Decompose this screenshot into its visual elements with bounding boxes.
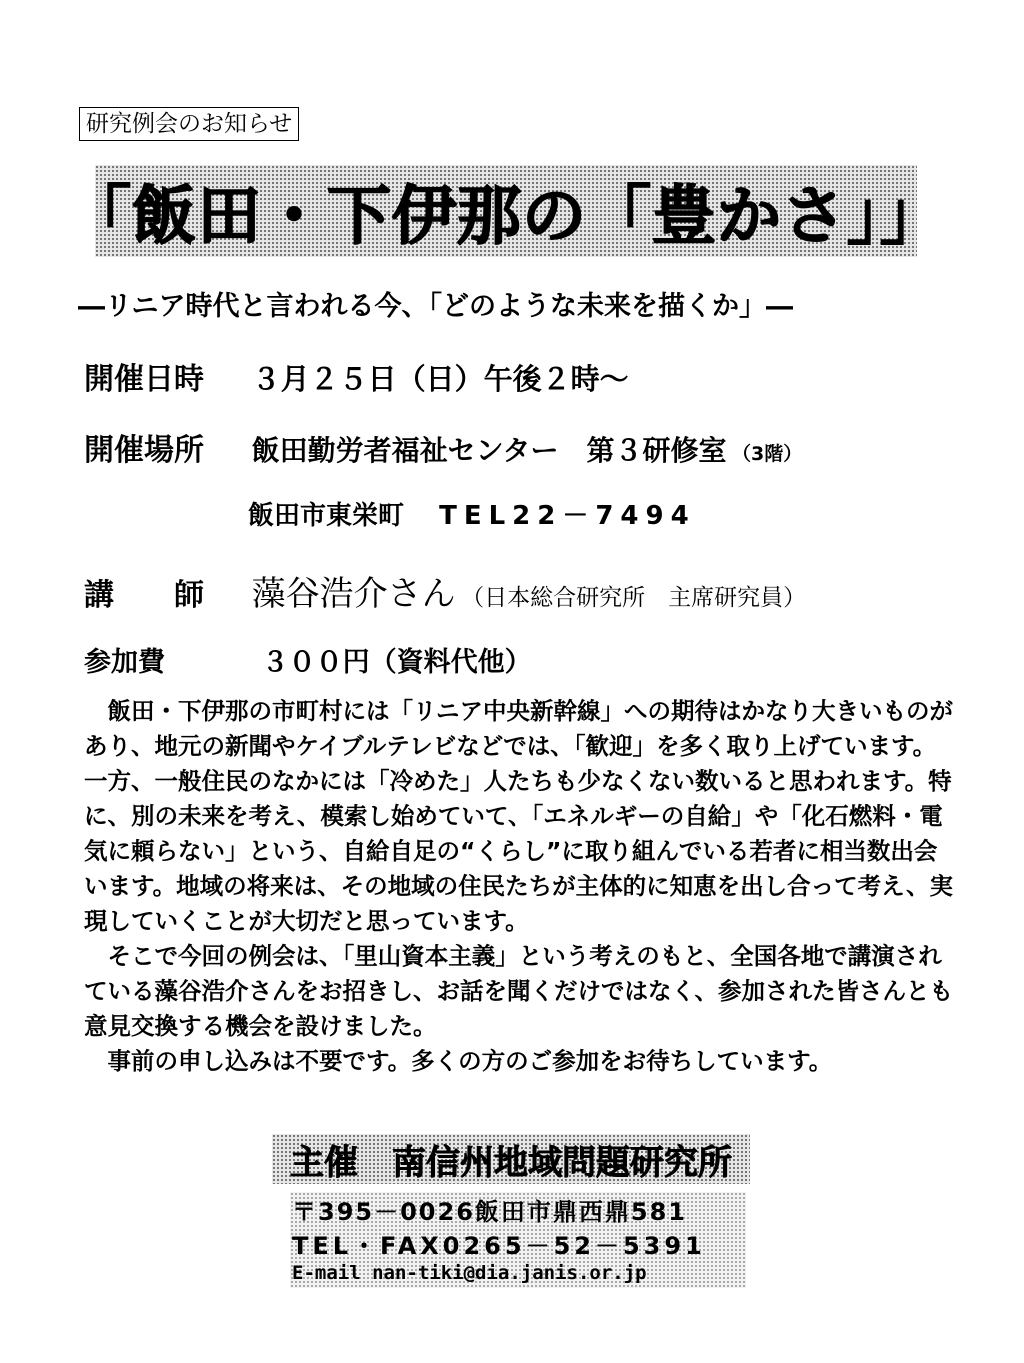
description xyxy=(84,694,954,1079)
main-title: 「飯田・下伊那の「豊かさ」」 xyxy=(67,180,945,254)
fee-row xyxy=(84,640,532,679)
subtitle: ―リニア時代と言われる今、「どのような未来を描くか」― xyxy=(78,291,793,322)
venue-row xyxy=(84,425,802,469)
date-value: ３月２５日（日）午後２時～ xyxy=(251,362,629,396)
postal-address: 〒395－0026飯田市鼎西鼎581 xyxy=(292,1198,687,1226)
speaker-affiliation: （日本総合研究所 主席研究員） xyxy=(461,585,807,611)
organizer-banner xyxy=(272,1134,750,1184)
organizer: 主催 南信州地域問題研究所 xyxy=(290,1142,732,1183)
phone-fax: TEL・FAX0265－52－5391 xyxy=(292,1232,706,1260)
title-banner xyxy=(67,165,945,257)
address-tel: TEL22－7494 xyxy=(439,501,696,531)
venue-label: 開催場所 xyxy=(84,433,204,468)
speaker-row xyxy=(84,566,806,615)
venue-floor: （3階） xyxy=(732,443,803,465)
notice-label: 研究例会のお知らせ xyxy=(79,107,299,141)
speaker-name: 藻谷浩介さん xyxy=(251,574,456,614)
paragraph: 事前の申し込みは不要です。多くの方のご参加をお待ちしています。 xyxy=(107,1047,833,1075)
speaker-label: 講 師 xyxy=(84,578,204,613)
date-row xyxy=(84,354,629,398)
fee-value: ３００円（資料代他） xyxy=(261,647,532,678)
address-city: 飯田市東栄町 xyxy=(248,501,405,531)
venue-value: 飯田勤労者福祉センター 第３研修室 xyxy=(251,434,727,467)
paragraph: 飯田・下伊那の市町村には「リニア中央新幹線」への期待はかなり大きいものがあり、地元の新聞やケイブルテレビなどでは、「歓迎」を多く取り上げています。一方、一般住民のなかには「冷めた」人たちも少なくない数いると思われます。特に、別の未来を考え、模索し始めていて、「エネルギーの自給」や「化石燃料・電気に頼らない」という、自給自足の“くらし”に取り組んでいる若者に相当数出会います。地域の将来は、その地域の住民たちが主体的に知恵を出し合って考え、実現していくことが大切だと思っています。 xyxy=(84,697,954,935)
venue-address xyxy=(248,495,696,532)
fee-label: 参加費 xyxy=(84,647,165,678)
date-label: 開催日時 xyxy=(84,362,204,397)
email-address: E-mail nan-tiki@dia.janis.or.jp xyxy=(292,1262,647,1284)
paragraph: そこで今回の例会は、「里山資本主義」という考えのもと、全国各地で講演されている藻谷浩介さんをお招きし、お話を聞くだけではなく、参加された皆さんとも意見交換する機会を設けました。 xyxy=(84,942,954,1040)
